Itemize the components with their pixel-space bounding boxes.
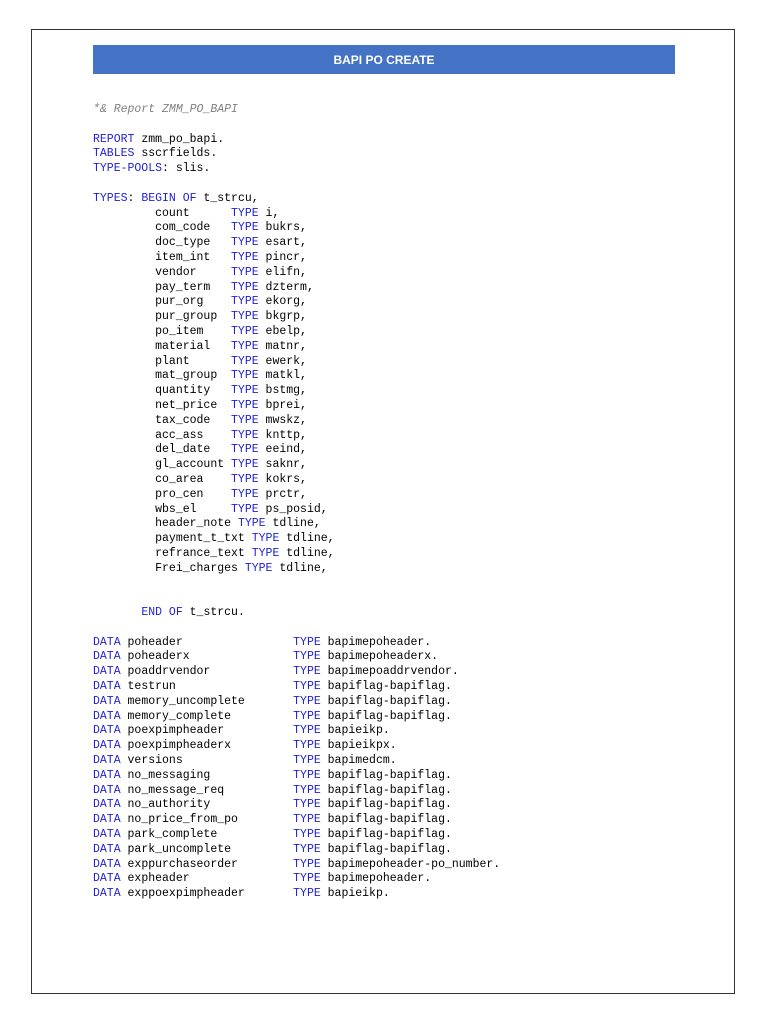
- code-line: DATA versions TYPE bapimedcm.: [93, 754, 397, 768]
- code-line: DATA no_messaging TYPE bapiflag-bapiflag.: [93, 768, 452, 782]
- code-line: [93, 591, 713, 606]
- code-line: pro_cen TYPE prctr,: [93, 487, 307, 501]
- code-line: REPORT zmm_po_bapi.: [93, 132, 225, 146]
- code-line: mat_group TYPE matkl,: [93, 369, 307, 383]
- code-line: pur_group TYPE bkgrp,: [93, 310, 307, 324]
- code-line: DATA poexpimpheader TYPE bapieikp.: [93, 724, 390, 738]
- code-line: DATA testrun TYPE bapiflag-bapiflag.: [93, 680, 452, 694]
- code-line: gl_account TYPE saknr,: [93, 458, 307, 472]
- code-line: acc_ass TYPE knttp,: [93, 428, 307, 442]
- code-line: DATA memory_complete TYPE bapiflag-bapiflag.: [93, 709, 452, 723]
- code-line: DATA no_price_from_po TYPE bapiflag-bapiflag.: [93, 813, 452, 827]
- code-line: quantity TYPE bstmg,: [93, 384, 307, 398]
- code-line: [93, 118, 713, 133]
- code-line: material TYPE matnr,: [93, 339, 307, 353]
- code-line: DATA exppoexpimpheader TYPE bapieikp.: [93, 887, 390, 901]
- code-line: [93, 177, 713, 192]
- document-title: BAPI PO CREATE: [333, 52, 435, 67]
- code-line: wbs_el TYPE ps_posid,: [93, 502, 328, 516]
- code-line: TYPES: BEGIN OF t_strcu,: [93, 191, 259, 205]
- abap-code-block: [93, 103, 713, 902]
- code-line: [93, 621, 713, 636]
- code-line: del_date TYPE eeind,: [93, 443, 307, 457]
- code-line: DATA memory_uncomplete TYPE bapiflag-bapiflag.: [93, 694, 452, 708]
- code-line: refrance_text TYPE tdline,: [93, 546, 335, 560]
- code-line: DATA no_message_req TYPE bapiflag-bapiflag.: [93, 783, 452, 797]
- code-line: doc_type TYPE esart,: [93, 236, 307, 250]
- code-line: DATA poheaderx TYPE bapimepoheaderx.: [93, 650, 439, 664]
- code-line: net_price TYPE bprei,: [93, 398, 307, 412]
- code-line: TABLES sscrfields.: [93, 147, 218, 161]
- code-line: [93, 577, 713, 592]
- code-line: DATA expheader TYPE bapimepoheader.: [93, 872, 432, 886]
- code-line: tax_code TYPE mwskz,: [93, 413, 307, 427]
- code-line: DATA no_authority TYPE bapiflag-bapiflag.: [93, 798, 452, 812]
- code-line: DATA park_uncomplete TYPE bapiflag-bapiflag.: [93, 842, 452, 856]
- code-line: DATA poheader TYPE bapimepoheader.: [93, 635, 432, 649]
- code-line: DATA park_complete TYPE bapiflag-bapiflag.: [93, 828, 452, 842]
- document-page: [31, 29, 735, 994]
- code-line: item_int TYPE pincr,: [93, 250, 307, 264]
- code-line: DATA poaddrvendor TYPE bapimepoaddrvendor.: [93, 665, 459, 679]
- code-line: Frei_charges TYPE tdline,: [93, 561, 328, 575]
- code-line: pur_org TYPE ekorg,: [93, 295, 307, 309]
- code-line: *& Report ZMM_PO_BAPI: [93, 103, 238, 116]
- code-line: pay_term TYPE dzterm,: [93, 280, 314, 294]
- code-line: header_note TYPE tdline,: [93, 517, 321, 531]
- code-line: co_area TYPE kokrs,: [93, 472, 307, 486]
- document-title-bar: [93, 45, 675, 74]
- code-line: plant TYPE ewerk,: [93, 354, 307, 368]
- code-line: END OF t_strcu.: [141, 606, 245, 620]
- code-line: po_item TYPE ebelp,: [93, 324, 307, 338]
- code-line: TYPE-POOLS: slis.: [93, 162, 211, 176]
- code-line: DATA exppurchaseorder TYPE bapimepoheader-po_number.: [93, 857, 501, 871]
- code-line: count TYPE i,: [93, 206, 280, 220]
- code-line: payment_t_txt TYPE tdline,: [93, 532, 335, 546]
- code-line: com_code TYPE bukrs,: [93, 221, 307, 235]
- code-line: vendor TYPE elifn,: [93, 265, 307, 279]
- code-line: DATA poexpimpheaderx TYPE bapieikpx.: [93, 739, 397, 753]
